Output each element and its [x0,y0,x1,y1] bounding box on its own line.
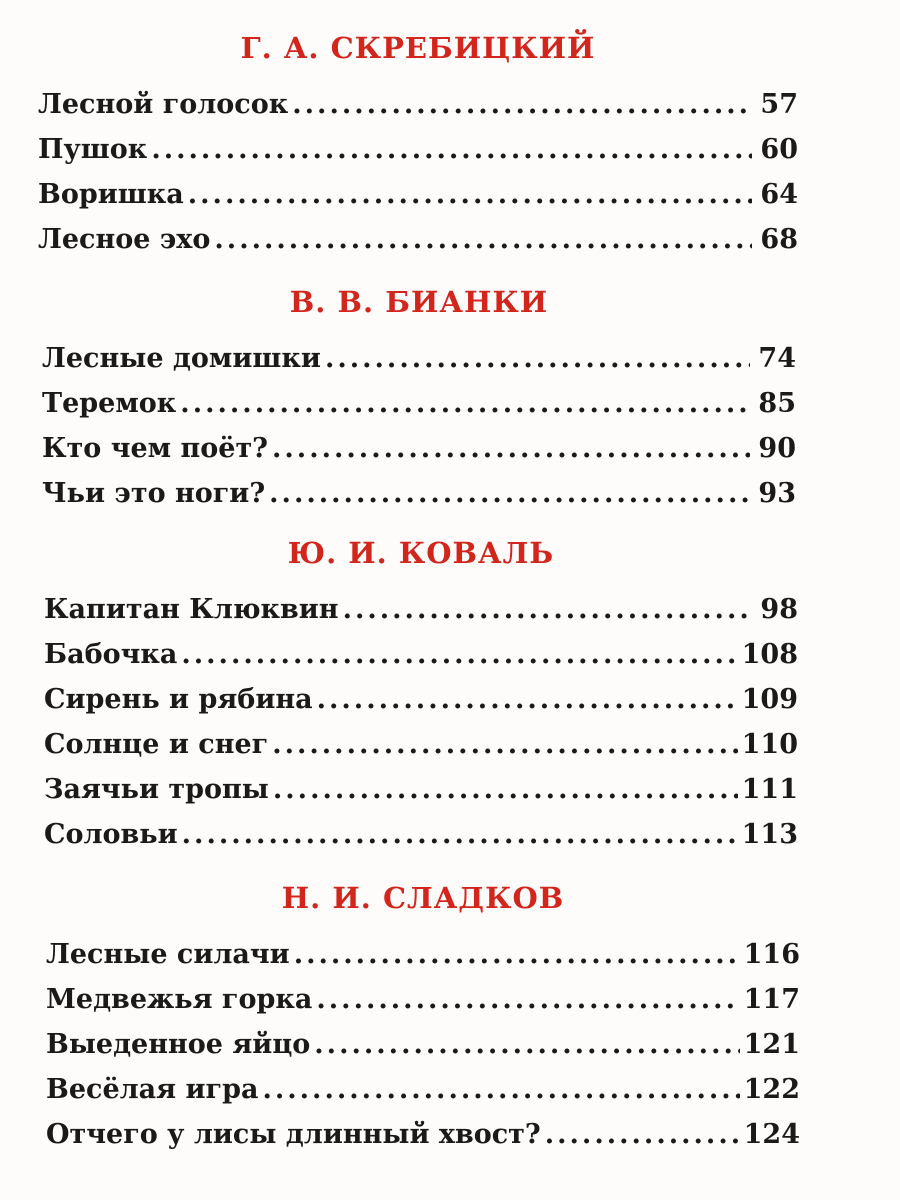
toc-entry [38,217,798,262]
entry-title: Выеденное яйцо [46,1029,311,1060]
entry-title: Капитан Клюквин [44,594,339,625]
dot-leader [272,722,737,767]
toc-entry [44,587,798,632]
entry-page-number: 57 [760,89,798,120]
dot-leader [317,677,738,722]
toc-entry [46,1112,800,1157]
entry-title: Воришка [38,179,184,210]
toc-entry [42,336,796,381]
toc-entry [44,677,798,722]
toc-section-skrebitsky [38,28,798,262]
toc-section-bianki [42,282,796,516]
entry-page-number: 117 [743,984,800,1015]
toc-entry [44,632,798,677]
toc-entry [46,1067,800,1112]
toc-entry [46,977,800,1022]
entry-page-number: 74 [758,343,796,374]
toc-section-koval [44,533,798,857]
toc-entry [46,932,800,977]
dot-leader [188,172,752,217]
toc-entry [44,722,798,767]
entry-page-number: 110 [741,729,798,760]
entry-page-number: 90 [758,433,796,464]
toc-entry [38,82,798,127]
entry-title: Сирень и рябина [44,684,313,715]
dot-leader [262,1067,739,1112]
entry-page-number: 124 [743,1119,800,1150]
toc-entry [44,812,798,857]
toc-entry [46,1022,800,1067]
toc-entry [42,381,796,426]
entry-title: Заячьи тропы [44,774,269,805]
dot-leader [325,336,750,381]
dot-leader [343,587,752,632]
toc-entry [42,471,796,516]
entry-title: Пушок [38,134,148,165]
author-heading: В. В. БИАНКИ [289,285,549,319]
entry-page-number: 121 [743,1029,800,1060]
entry-title: Лесной голосок [38,89,289,120]
dot-leader [151,127,752,172]
entry-page-number: 116 [743,939,800,970]
dot-leader [273,767,738,812]
entry-title: Лесные силачи [46,939,290,970]
dot-leader [181,632,737,677]
entry-page-number: 108 [741,639,798,670]
dot-leader [269,471,750,516]
author-heading: Н. И. СЛАДКОВ [281,881,565,915]
toc-section-sladkov [46,878,800,1157]
dot-leader [182,812,738,857]
entry-page-number: 111 [741,774,798,805]
dot-leader [294,932,740,977]
author-heading: Г. А. СКРЕБИЦКИЙ [240,31,596,65]
entry-title: Отчего у лисы длинный хвост? [46,1119,541,1150]
entry-title: Весёлая игра [46,1074,259,1105]
entry-page-number: 122 [743,1074,800,1105]
toc-entry [38,172,798,217]
dot-leader [316,977,739,1022]
entry-title: Бабочка [44,639,178,670]
entry-title: Медвежья горка [46,984,313,1015]
toc-entry [42,426,796,471]
dot-leader [314,1022,739,1067]
entry-page-number: 85 [758,388,796,419]
author-heading: Ю. И. КОВАЛЬ [287,536,555,570]
entry-page-number: 64 [760,179,798,210]
entry-page-number: 93 [758,478,796,509]
entry-title: Кто чем поёт? [42,433,268,464]
dot-leader [272,426,750,471]
entry-title: Лесное эхо [38,224,211,255]
dot-leader [292,82,752,127]
dot-leader [180,381,750,426]
entry-title: Солнце и снег [44,729,269,760]
entry-page-number: 113 [741,819,798,850]
dot-leader [545,1112,740,1157]
entry-page-number: 68 [760,224,798,255]
entry-title: Лесные домишки [42,343,321,374]
entry-page-number: 60 [760,134,798,165]
entry-title: Чьи это ноги? [42,478,266,509]
entry-title: Теремок [42,388,177,419]
entry-page-number: 109 [741,684,798,715]
entry-title: Соловьи [44,819,178,850]
toc-entry [44,767,798,812]
entry-page-number: 98 [760,594,798,625]
dot-leader [214,217,752,262]
toc-entry [38,127,798,172]
